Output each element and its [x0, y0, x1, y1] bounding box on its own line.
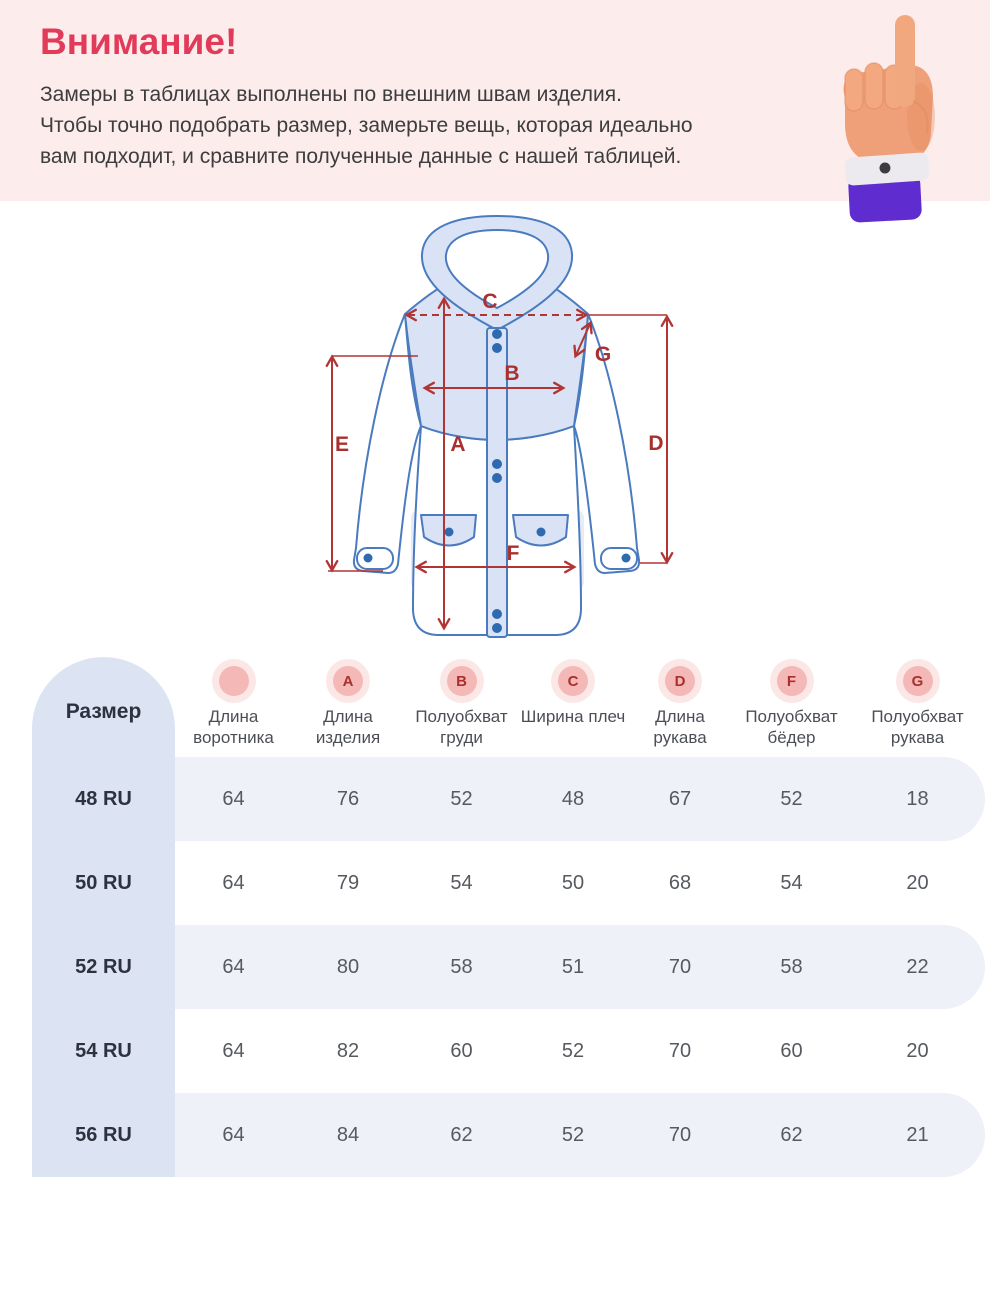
- letter-c-badge-icon: C: [551, 659, 595, 703]
- measure-label-a: A: [450, 433, 466, 456]
- hand-cuff-button: [880, 163, 891, 174]
- pointing-hand-icon: [833, 5, 943, 223]
- table-row: [32, 925, 985, 1009]
- value-cell: 20: [906, 1039, 929, 1062]
- hand-knuckles: [845, 63, 903, 111]
- value-cell: 68: [668, 871, 692, 894]
- row-values: [175, 841, 985, 925]
- value-cell: 22: [906, 955, 929, 978]
- size-cell: 50 RU: [32, 841, 175, 925]
- table-column-headers: [175, 657, 985, 757]
- column-label: Полуобхват рукава: [871, 707, 964, 747]
- row-values: [175, 925, 985, 1009]
- value-cell: 67: [668, 787, 692, 810]
- value-cell: 64: [222, 1123, 245, 1146]
- collar-badge-icon: [212, 659, 256, 703]
- size-column-header: Размер: [32, 657, 175, 757]
- banner-title: Внимание!: [40, 21, 238, 62]
- value-cell: 52: [561, 1039, 585, 1062]
- value-cell: 51: [561, 955, 585, 978]
- column-label: Длина воротника: [193, 707, 274, 747]
- column-header-length: [292, 657, 404, 757]
- table-row: [32, 757, 985, 841]
- value-cell: 52: [450, 787, 473, 810]
- measure-label-b: B: [504, 362, 520, 385]
- banner-text-line: вам подходит, и сравните полученные данные с нашей таблицей.: [40, 145, 682, 168]
- banner-text-line: Замеры в таблицах выполнены по внешним швам изделия.: [40, 83, 622, 106]
- jacket-measurement-diagram: [0, 210, 1000, 655]
- size-cell: 54 RU: [32, 1009, 175, 1093]
- column-header-collar: [175, 657, 292, 757]
- jacket-cuff-tab-left: [357, 548, 393, 569]
- value-cell: 20: [906, 871, 929, 894]
- value-cell: 52: [561, 1123, 585, 1146]
- value-cell: 50: [561, 871, 585, 894]
- value-cell: 79: [336, 871, 360, 894]
- column-label: Длина рукава: [653, 707, 707, 747]
- value-cell: 48: [561, 787, 585, 810]
- column-header-chest: [404, 657, 519, 757]
- measure-label-f: F: [506, 542, 520, 565]
- value-cell: 64: [222, 1039, 245, 1062]
- table-row: [32, 1093, 985, 1177]
- column-header-sleeve: [627, 657, 733, 757]
- letter-d-badge-icon: D: [658, 659, 702, 703]
- banner-text: [40, 79, 693, 172]
- value-cell: 58: [780, 955, 803, 978]
- letter-g-badge-icon: G: [896, 659, 940, 703]
- size-cell: 56 RU: [32, 1093, 175, 1177]
- value-cell: 62: [780, 1123, 803, 1146]
- column-label: Полуобхват груди: [415, 707, 508, 747]
- value-cell: 76: [336, 787, 360, 810]
- measure-label-d: D: [648, 432, 664, 455]
- value-cell: 70: [668, 1123, 692, 1146]
- value-cell: 54: [450, 871, 473, 894]
- column-label: Длина изделия: [315, 707, 381, 747]
- jacket-cuff-tab-right: [601, 548, 637, 569]
- size-table: [32, 657, 985, 1177]
- value-cell: 18: [906, 787, 929, 810]
- value-cell: 70: [668, 1039, 692, 1062]
- row-values: [175, 1009, 985, 1093]
- measure-label-c: C: [482, 290, 498, 313]
- size-cell: 52 RU: [32, 925, 175, 1009]
- value-cell: 60: [450, 1039, 473, 1062]
- row-values: [175, 1093, 985, 1177]
- value-cell: 21: [906, 1123, 929, 1146]
- value-cell: 64: [222, 955, 245, 978]
- table-row: [32, 1009, 985, 1093]
- column-label: Полуобхват бёдер: [745, 707, 838, 747]
- value-cell: 80: [336, 955, 360, 978]
- value-cell: 64: [222, 787, 245, 810]
- letter-f-badge-icon: F: [770, 659, 814, 703]
- value-cell: 64: [222, 871, 245, 894]
- hand-index-finger: [895, 15, 915, 107]
- value-cell: 82: [336, 1039, 360, 1062]
- column-label: Ширина плеч: [520, 707, 626, 726]
- value-cell: 52: [780, 787, 803, 810]
- value-cell: 54: [780, 871, 803, 894]
- measure-label-e: E: [334, 433, 350, 456]
- value-cell: 70: [668, 955, 692, 978]
- banner-text-line: Чтобы точно подобрать размер, замерьте вещь, которая идеально: [40, 114, 693, 137]
- column-header-hips: [733, 657, 850, 757]
- letter-a-badge-icon: A: [326, 659, 370, 703]
- value-cell: 58: [450, 955, 473, 978]
- measure-label-g: G: [594, 343, 612, 366]
- row-values: [175, 757, 985, 841]
- size-cell: 48 RU: [32, 757, 175, 841]
- value-cell: 84: [336, 1123, 360, 1146]
- column-header-sleeve-girth: [850, 657, 985, 757]
- value-cell: 62: [450, 1123, 473, 1146]
- table-row: [32, 841, 985, 925]
- table-header-row: [32, 657, 985, 757]
- value-cell: 60: [780, 1039, 803, 1062]
- letter-b-badge-icon: B: [440, 659, 484, 703]
- column-header-shoulders: [519, 657, 627, 757]
